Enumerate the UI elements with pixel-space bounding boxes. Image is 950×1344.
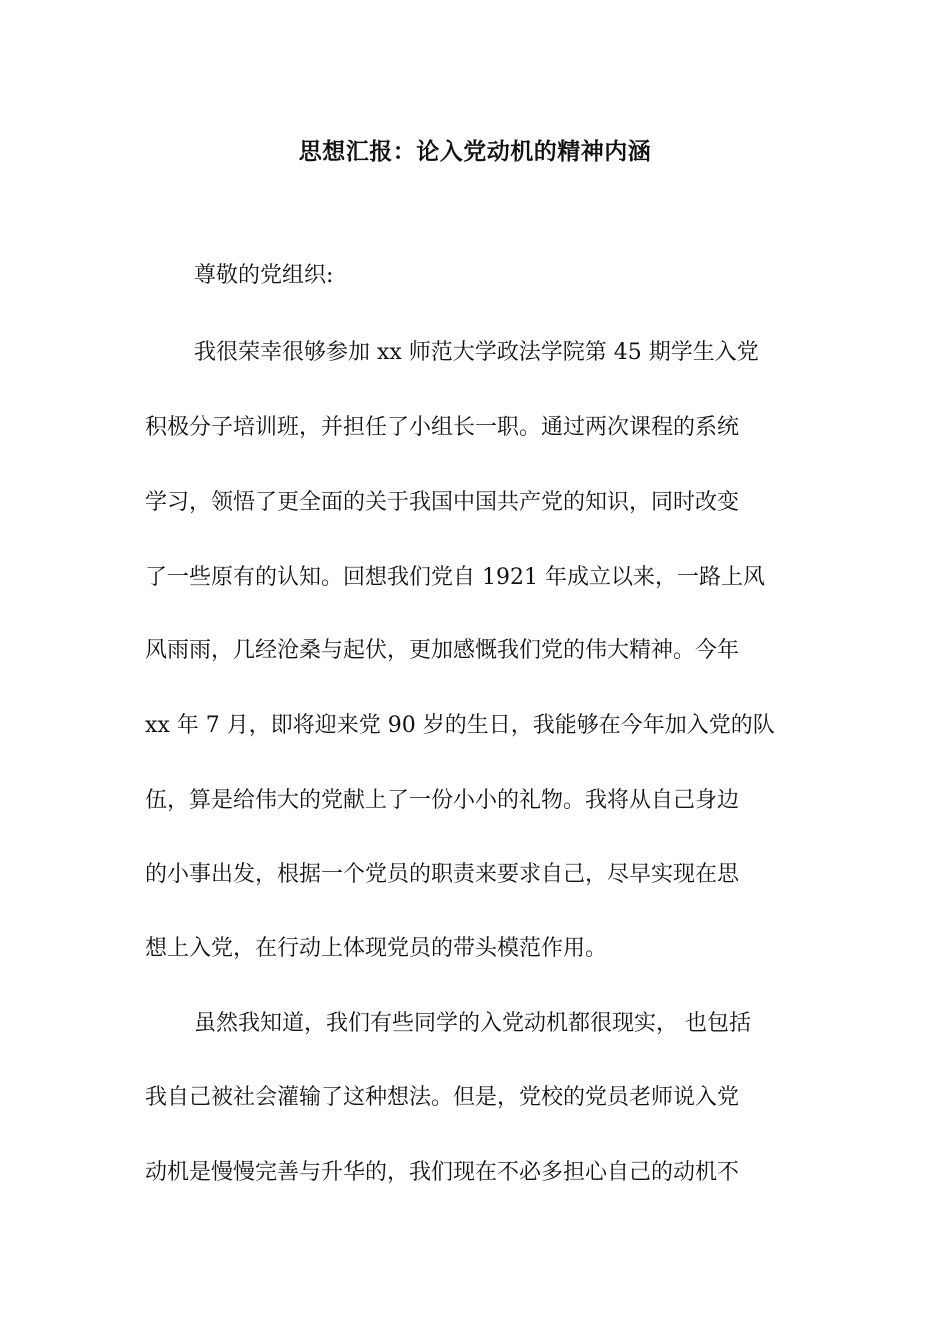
- paragraph-line: 想上入党，在行动上体现党员的带头模范作用。: [145, 936, 608, 961]
- document-title: 思想汇报：论入党动机的精神内涵: [298, 138, 652, 165]
- paragraph-line: xx 年 7 月，即将迎来党 90 岁的生日，我能够在今年加入党的队: [145, 713, 775, 738]
- paragraph-line: 动机是慢慢完善与升华的，我们现在不必多担心自己的动机不: [145, 1160, 740, 1185]
- paragraph-line: 虽然我知道，我们有些同学的入党动机都很现实， 也包括: [194, 1011, 751, 1036]
- paragraph-line: 我很荣幸很够参加 xx 师范大学政法学院第 45 期学生入党: [194, 340, 759, 365]
- paragraph-line: 风雨雨，几经沧桑与起伏，更加感慨我们党的伟大精神。今年: [145, 638, 740, 663]
- paragraph-line: 伍，算是给伟大的党献上了一份小小的礼物。我将从自己身边: [145, 788, 740, 813]
- greeting: 尊敬的党组织:: [194, 263, 334, 288]
- paragraph-line: 我自己被社会灌输了这种想法。但是，党校的党员老师说入党: [145, 1085, 740, 1110]
- paragraph-line: 的小事出发，根据一个党员的职责来要求自己，尽早实现在思: [145, 862, 740, 887]
- paragraph-line: 了一些原有的认知。回想我们党自 1921 年成立以来，一路上风: [145, 565, 765, 590]
- paragraph-line: 学习，领悟了更全面的关于我国中国共产党的知识，同时改变: [145, 490, 740, 515]
- paragraph-line: 积极分子培训班，并担任了小组长一职。通过两次课程的系统: [145, 415, 740, 440]
